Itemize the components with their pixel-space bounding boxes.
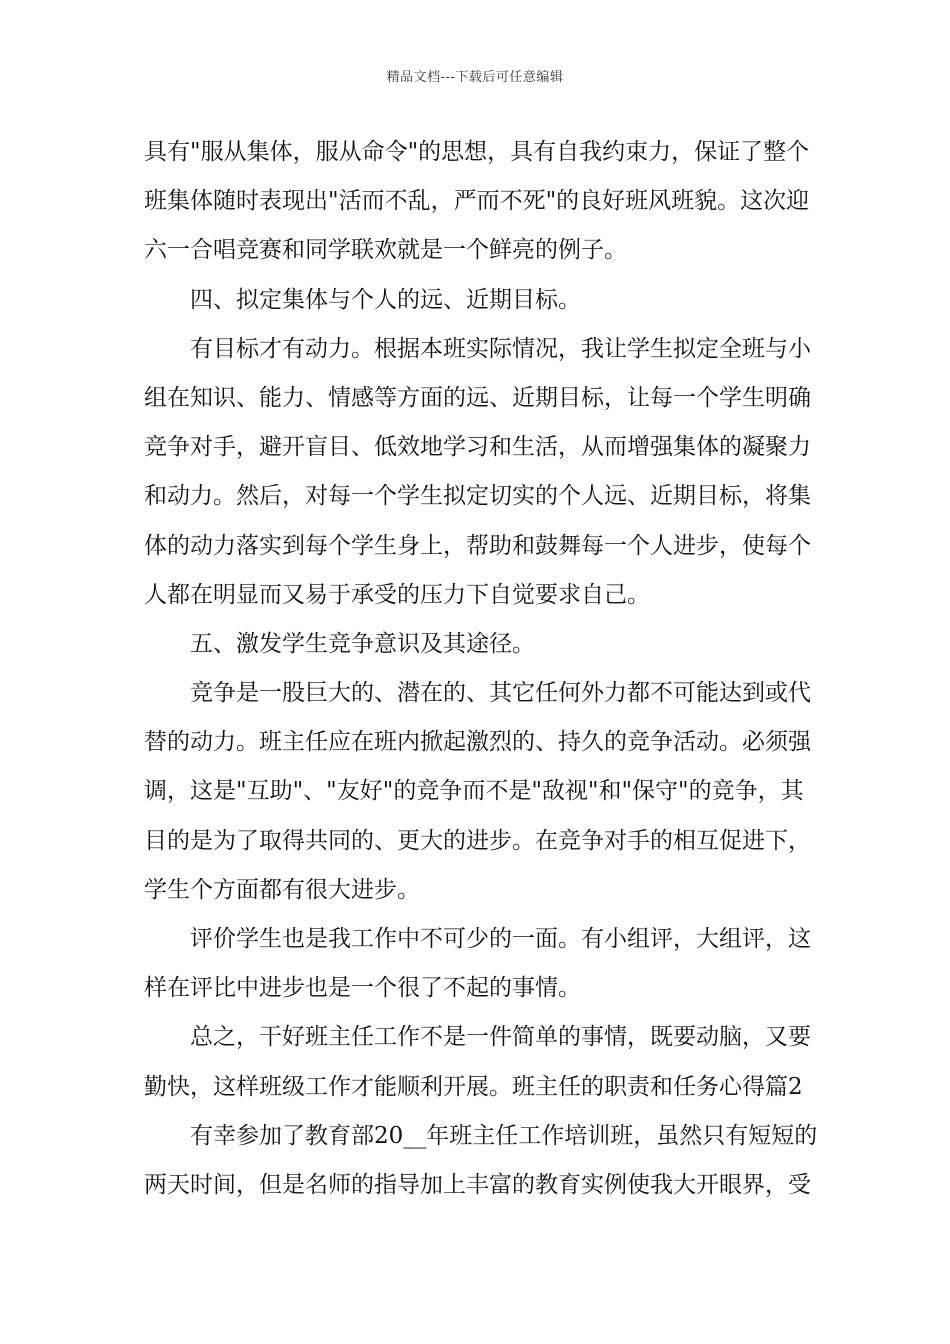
paragraph-5: [144, 669, 809, 915]
text-line: 样在评比中进步也是一个很了不起的事情。: [144, 975, 581, 1002]
text-line: 竞争对手，避开盲目、低效地学习和生活，从而增强集体的凝聚力: [144, 434, 811, 461]
text-line: 五、激发学生竞争意识及其途径。: [190, 630, 535, 657]
paragraph-6: [144, 915, 809, 1013]
paragraph-1: [144, 128, 809, 276]
text-line: 有目标才有动力。根据本班实际情况，我让学生拟定全班与小: [190, 335, 811, 362]
text-line: 四、拟定集体与个人的远、近期目标。: [190, 286, 581, 313]
section-heading-5: [144, 620, 809, 669]
text-line: 竞争是一股巨大的、潜在的、其它任何外力都不可能达到或代: [190, 680, 811, 707]
paragraph-8: [144, 1112, 818, 1210]
text-line: 学生个方面都有很大进步。: [144, 876, 420, 903]
text-line: 人都在明显而又易于承受的压力下自觉要求自己。: [144, 581, 650, 608]
section-heading-4: [144, 276, 809, 325]
document-body: [144, 128, 818, 1210]
text-line: 体的动力落实到每个学生身上，帮助和鼓舞每一个人进步，使每个: [144, 532, 811, 559]
text-line: 勤快，这样班级工作才能顺利开展。班主任的职责和任务心得篇2: [144, 1073, 803, 1100]
page-header: 精品文档---下载后可任意编辑: [386, 70, 564, 85]
text-line: 总之，干好班主任工作不是一件简单的事情，既要动脑，又要: [190, 1024, 811, 1051]
text-line: 六一合唱竞赛和同学联欢就是一个鲜亮的例子。: [144, 237, 627, 264]
text-line: 替的动力。班主任应在班内掀起激烈的、持久的竞争活动。必须强: [144, 729, 811, 756]
paragraph-7: [144, 1013, 809, 1111]
paragraph-3: [144, 325, 809, 620]
text-line: 和动力。然后，对每一个学生拟定切实的个人远、近期目标，将集: [144, 483, 811, 510]
text-line: 调，这是"互助"、"友好"的竞争而不是"敌视"和"保守"的竞争，其: [144, 778, 804, 805]
text-line: 具有"服从集体，服从命令"的思想，具有自我约束力，保证了整个: [144, 139, 810, 165]
text-line: 有幸参加了教育部20__年班主任工作培训班，虽然只有短短的: [190, 1122, 818, 1149]
text-line: 组在知识、能力、情感等方面的远、近期目标，让每一个学生明确: [144, 384, 811, 411]
text-line: 班集体随时表现出"活而不乱，严而不死"的良好班风班貌。这次迎: [144, 188, 810, 215]
text-line: 两天时间，但是名师的指导加上丰富的教育实例使我大开眼界，受: [144, 1171, 811, 1198]
text-line: 目的是为了取得共同的、更大的进步。在竞争对手的相互促进下，: [144, 827, 811, 854]
text-line: 评价学生也是我工作中不可少的一面。有小组评，大组评，这: [190, 926, 811, 952]
